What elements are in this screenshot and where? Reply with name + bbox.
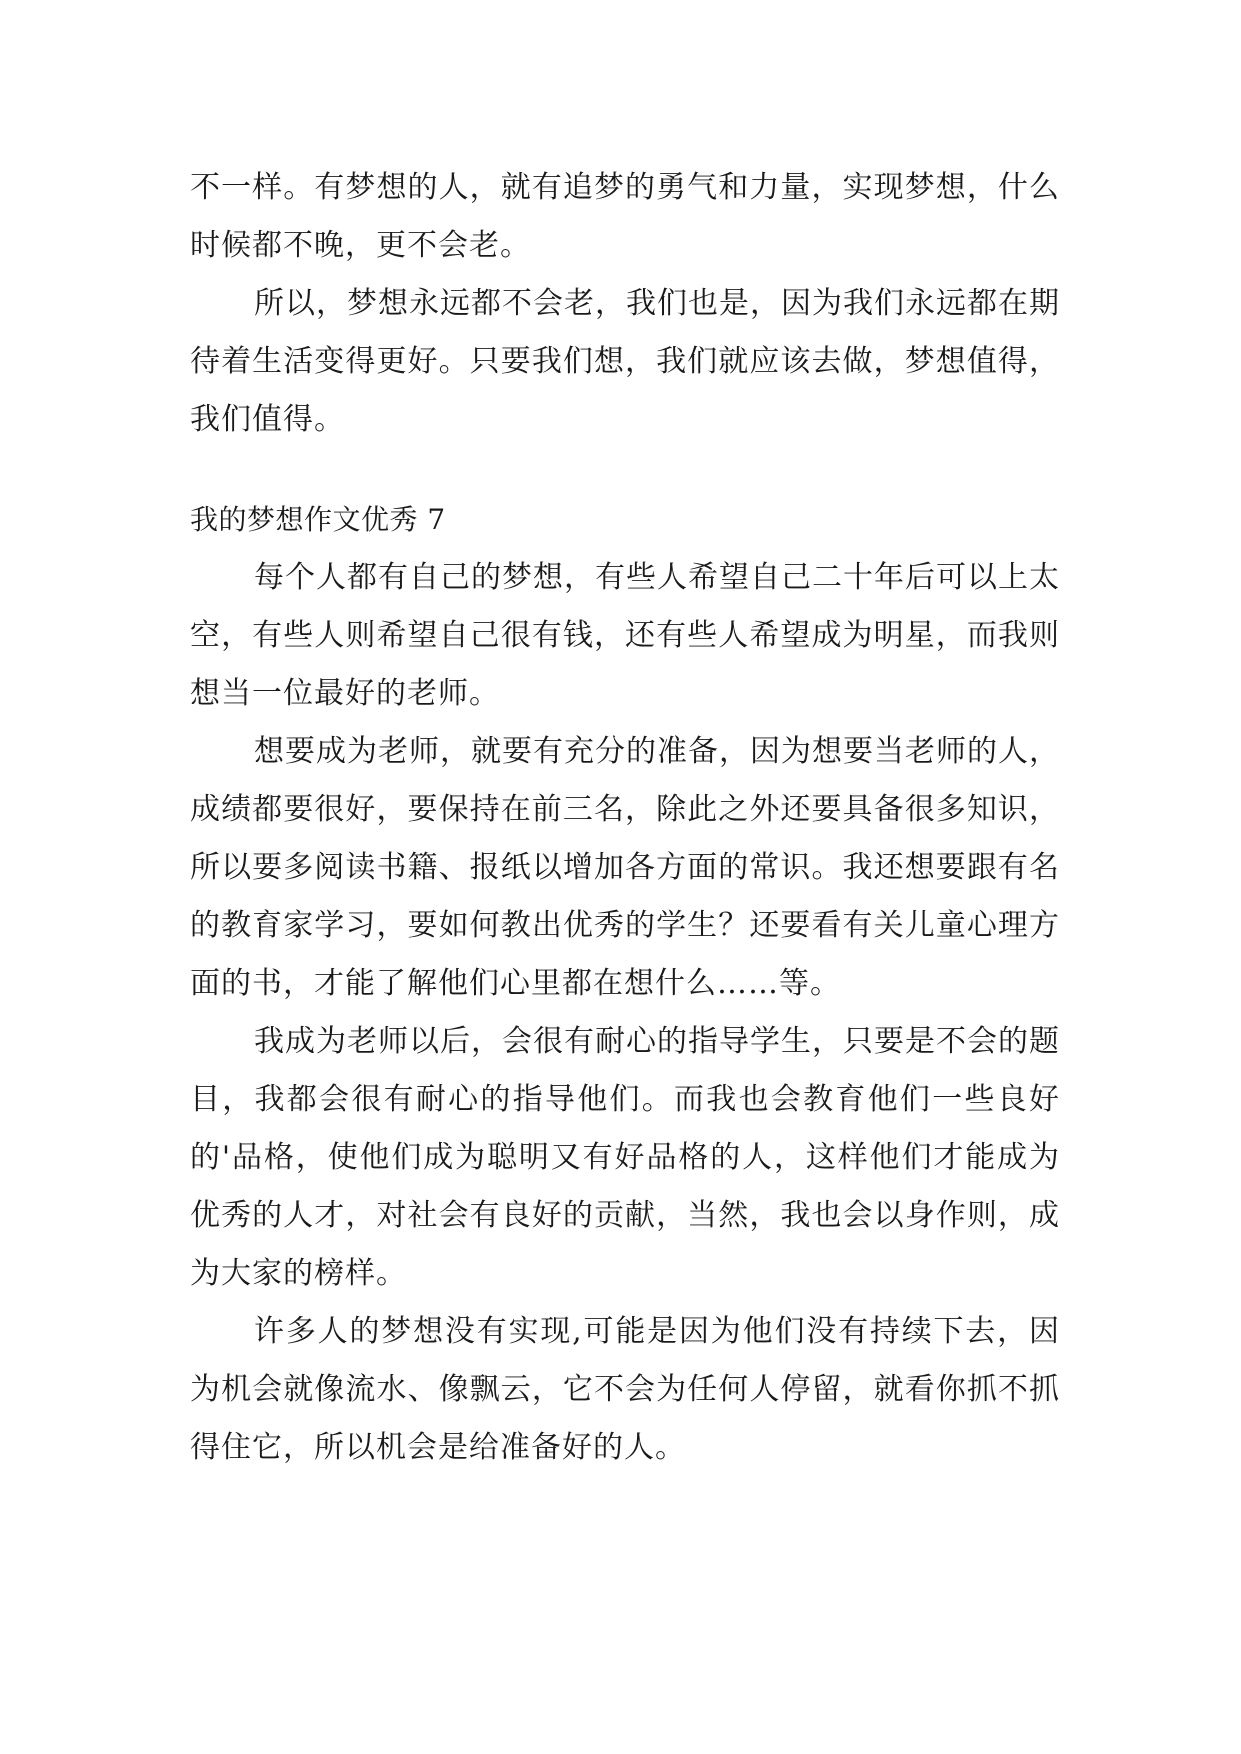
paragraph-continuation: 不一样。有梦想的人，就有追梦的勇气和力量，实现梦想，什么时候都不晚，更不会老。 <box>190 170 1060 263</box>
paragraph: 所以，梦想永远都不会老，我们也是，因为我们永远都在期待着生活变得更好。只要我们想，我们就应该去做，梦想值得，我们值得。 <box>190 286 1060 437</box>
paragraph: 每个人都有自己的梦想，有些人希望自己二十年后可以上太空，有些人则希望自己很有钱，还有些人希望成为明星，而我则想当一位最好的老师。 <box>190 560 1060 711</box>
paragraph: 我成为老师以后，会很有耐心的指导学生，只要是不会的题目，我都会很有耐心的指导他们。而我也会教育他们一些良好的'品格，使他们成为聪明又有好品格的人，这样他们才能成为优秀的人才，对社会有良好的贡献，当然，我也会以身作则，成为大家的榜样。 <box>190 1024 1060 1291</box>
section-title: 我的梦想作文优秀 7 <box>190 503 446 536</box>
paragraph: 想要成为老师，就要有充分的准备，因为想要当老师的人，成绩都要很好，要保持在前三名，除此之外还要具备很多知识，所以要多阅读书籍、报纸以增加各方面的常识。我还想要跟有名的教育家学习，要如何教出优秀的学生？还要看有关儿童心理方面的书，才能了解他们心里都在想什么……等。 <box>190 734 1060 1001</box>
document-body <box>190 159 1060 1477</box>
paragraph: 许多人的梦想没有实现,可能是因为他们没有持续下去，因为机会就像流水、像飘云，它不会为任何人停留，就看你抓不抓得住它，所以机会是给准备好的人。 <box>190 1314 1060 1465</box>
